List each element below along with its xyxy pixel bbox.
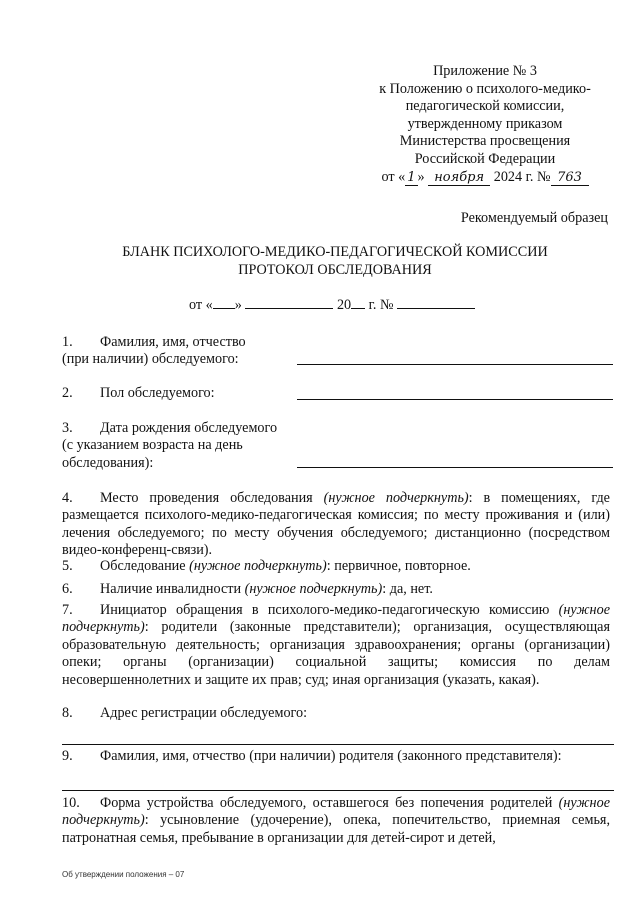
field-label-line: Пол обследуемого:: [100, 385, 215, 401]
appendix-line: Министерства просвещения: [399, 133, 571, 150]
page-footer: Об утверждении положения – 07: [62, 870, 185, 879]
field-label-line: (с указанием возраста на день: [62, 437, 243, 454]
item-text: : родители (законные представители); организация, осуществляющая образовательную деятельность; организация здравоохранения; органы (организации) опеки; органы (организации) социальной защиты; комиссия по делам несовершеннолетних и защите их прав; суд; иная организация (указать, какая).: [62, 619, 610, 688]
full-name-input-line[interactable]: [297, 364, 613, 365]
month-blank[interactable]: [245, 296, 333, 309]
appendix-block: [362, 63, 608, 186]
item-text: : первичное, повторное.: [326, 558, 471, 574]
handwritten-day: 1: [407, 169, 416, 185]
item-text: Наличие инвалидности: [100, 581, 245, 597]
title-line: БЛАНК ПСИХОЛОГО-МЕДИКО-ПЕДАГОГИЧЕСКОЙ КОМИССИИ: [122, 244, 548, 260]
protocol-date-line: [189, 296, 475, 314]
item-number: 8.: [62, 705, 73, 721]
appendix-line: к Положению о психолого-медико-: [379, 80, 591, 97]
item-number: 7.: [62, 602, 73, 618]
gender-input-line[interactable]: [297, 399, 613, 400]
date-prefix: от «: [381, 168, 406, 185]
item-number: 4.: [62, 490, 73, 506]
address-input-line[interactable]: [62, 744, 614, 745]
date-prefix: от «: [189, 297, 213, 313]
parent-name-input-line[interactable]: [62, 790, 614, 791]
field-label-line: Дата рождения обследуемого: [100, 420, 278, 436]
item-note: (нужное подчеркнуть): [62, 602, 610, 636]
item-text: : усыновление (удочерение), опека, попечительство, приемная семья, патронатная семья, пребывание в организации для детей-сирот и детей,: [62, 812, 610, 846]
item-text: : да, нет.: [382, 581, 433, 597]
title-line: ПРОТОКОЛ ОБСЛЕДОВАНИЯ: [238, 261, 432, 278]
item-parent-name: [62, 748, 610, 765]
item-number: 10.: [62, 795, 80, 811]
item-text: Адрес регистрации обследуемого:: [100, 705, 308, 721]
item-note: (нужное подчеркнуть): [323, 490, 469, 506]
item-text: Форма устройства обследуемого, оставшегося без попечения родителей: [100, 795, 559, 811]
appendix-line: Приложение № 3: [433, 63, 537, 79]
field-number: 1.: [62, 334, 73, 350]
handwritten-order-number: 763: [551, 171, 589, 186]
number-blank[interactable]: [397, 296, 475, 309]
item-placement-form: [62, 795, 610, 847]
appendix-line: утвержденному приказом: [407, 115, 563, 132]
field-label: [62, 420, 322, 472]
item-text: Инициатор обращения в психолого-медико-педагогическую комиссию: [100, 602, 559, 618]
field-label-line: Фамилия, имя, отчество: [100, 334, 246, 350]
field-label: [62, 385, 302, 402]
item-text: Обследование: [100, 558, 190, 574]
field-number: 3.: [62, 420, 73, 436]
item-number: 6.: [62, 581, 73, 597]
item-text: Фамилия, имя, отчество (при наличии) родителя (законного представителя):: [100, 748, 562, 764]
item-note: (нужное подчеркнуть): [62, 795, 610, 829]
handwritten-month: ноября: [428, 171, 490, 186]
day-blank[interactable]: [213, 296, 235, 309]
field-label-line: обследования):: [62, 454, 154, 471]
appendix-line: Российской Федерации: [414, 150, 556, 167]
item-number: 5.: [62, 558, 73, 574]
year-blank[interactable]: [351, 296, 365, 309]
date-quote: »: [417, 168, 425, 185]
field-label: [62, 334, 322, 369]
item-exam-type: [62, 558, 610, 575]
item-text: : в помещениях, где размещается психолого-медико-педагогическая комиссия; по месту проживания и (или) лечения обследуемого; по месту обучения обследуемого; дистанционно (посредством видео-конференц-связи).: [62, 490, 610, 559]
item-initiator: [62, 602, 610, 689]
document-title: [70, 244, 600, 279]
item-number: 9.: [62, 748, 73, 764]
item-note: (нужное подчеркнуть): [189, 558, 327, 574]
number-label: г. №: [368, 297, 394, 313]
date-quote: »: [234, 297, 242, 313]
field-number: 2.: [62, 385, 73, 401]
recommended-sample-label: Рекомендуемый образец: [460, 210, 608, 226]
item-text: Место проведения обследования: [100, 490, 324, 506]
appendix-order-date: [362, 169, 608, 187]
item-disability: [62, 581, 610, 598]
appendix-line: педагогической комиссии,: [405, 98, 565, 115]
item-exam-location: [62, 490, 610, 560]
year-prefix: 20: [336, 297, 352, 313]
field-label-line: (при наличии) обследуемого:: [62, 351, 239, 368]
birth-date-input-line[interactable]: [297, 467, 613, 468]
date-year: 2024 г. №: [493, 168, 551, 185]
item-registration-address: [62, 705, 610, 722]
item-note: (нужное подчеркнуть): [244, 581, 383, 597]
